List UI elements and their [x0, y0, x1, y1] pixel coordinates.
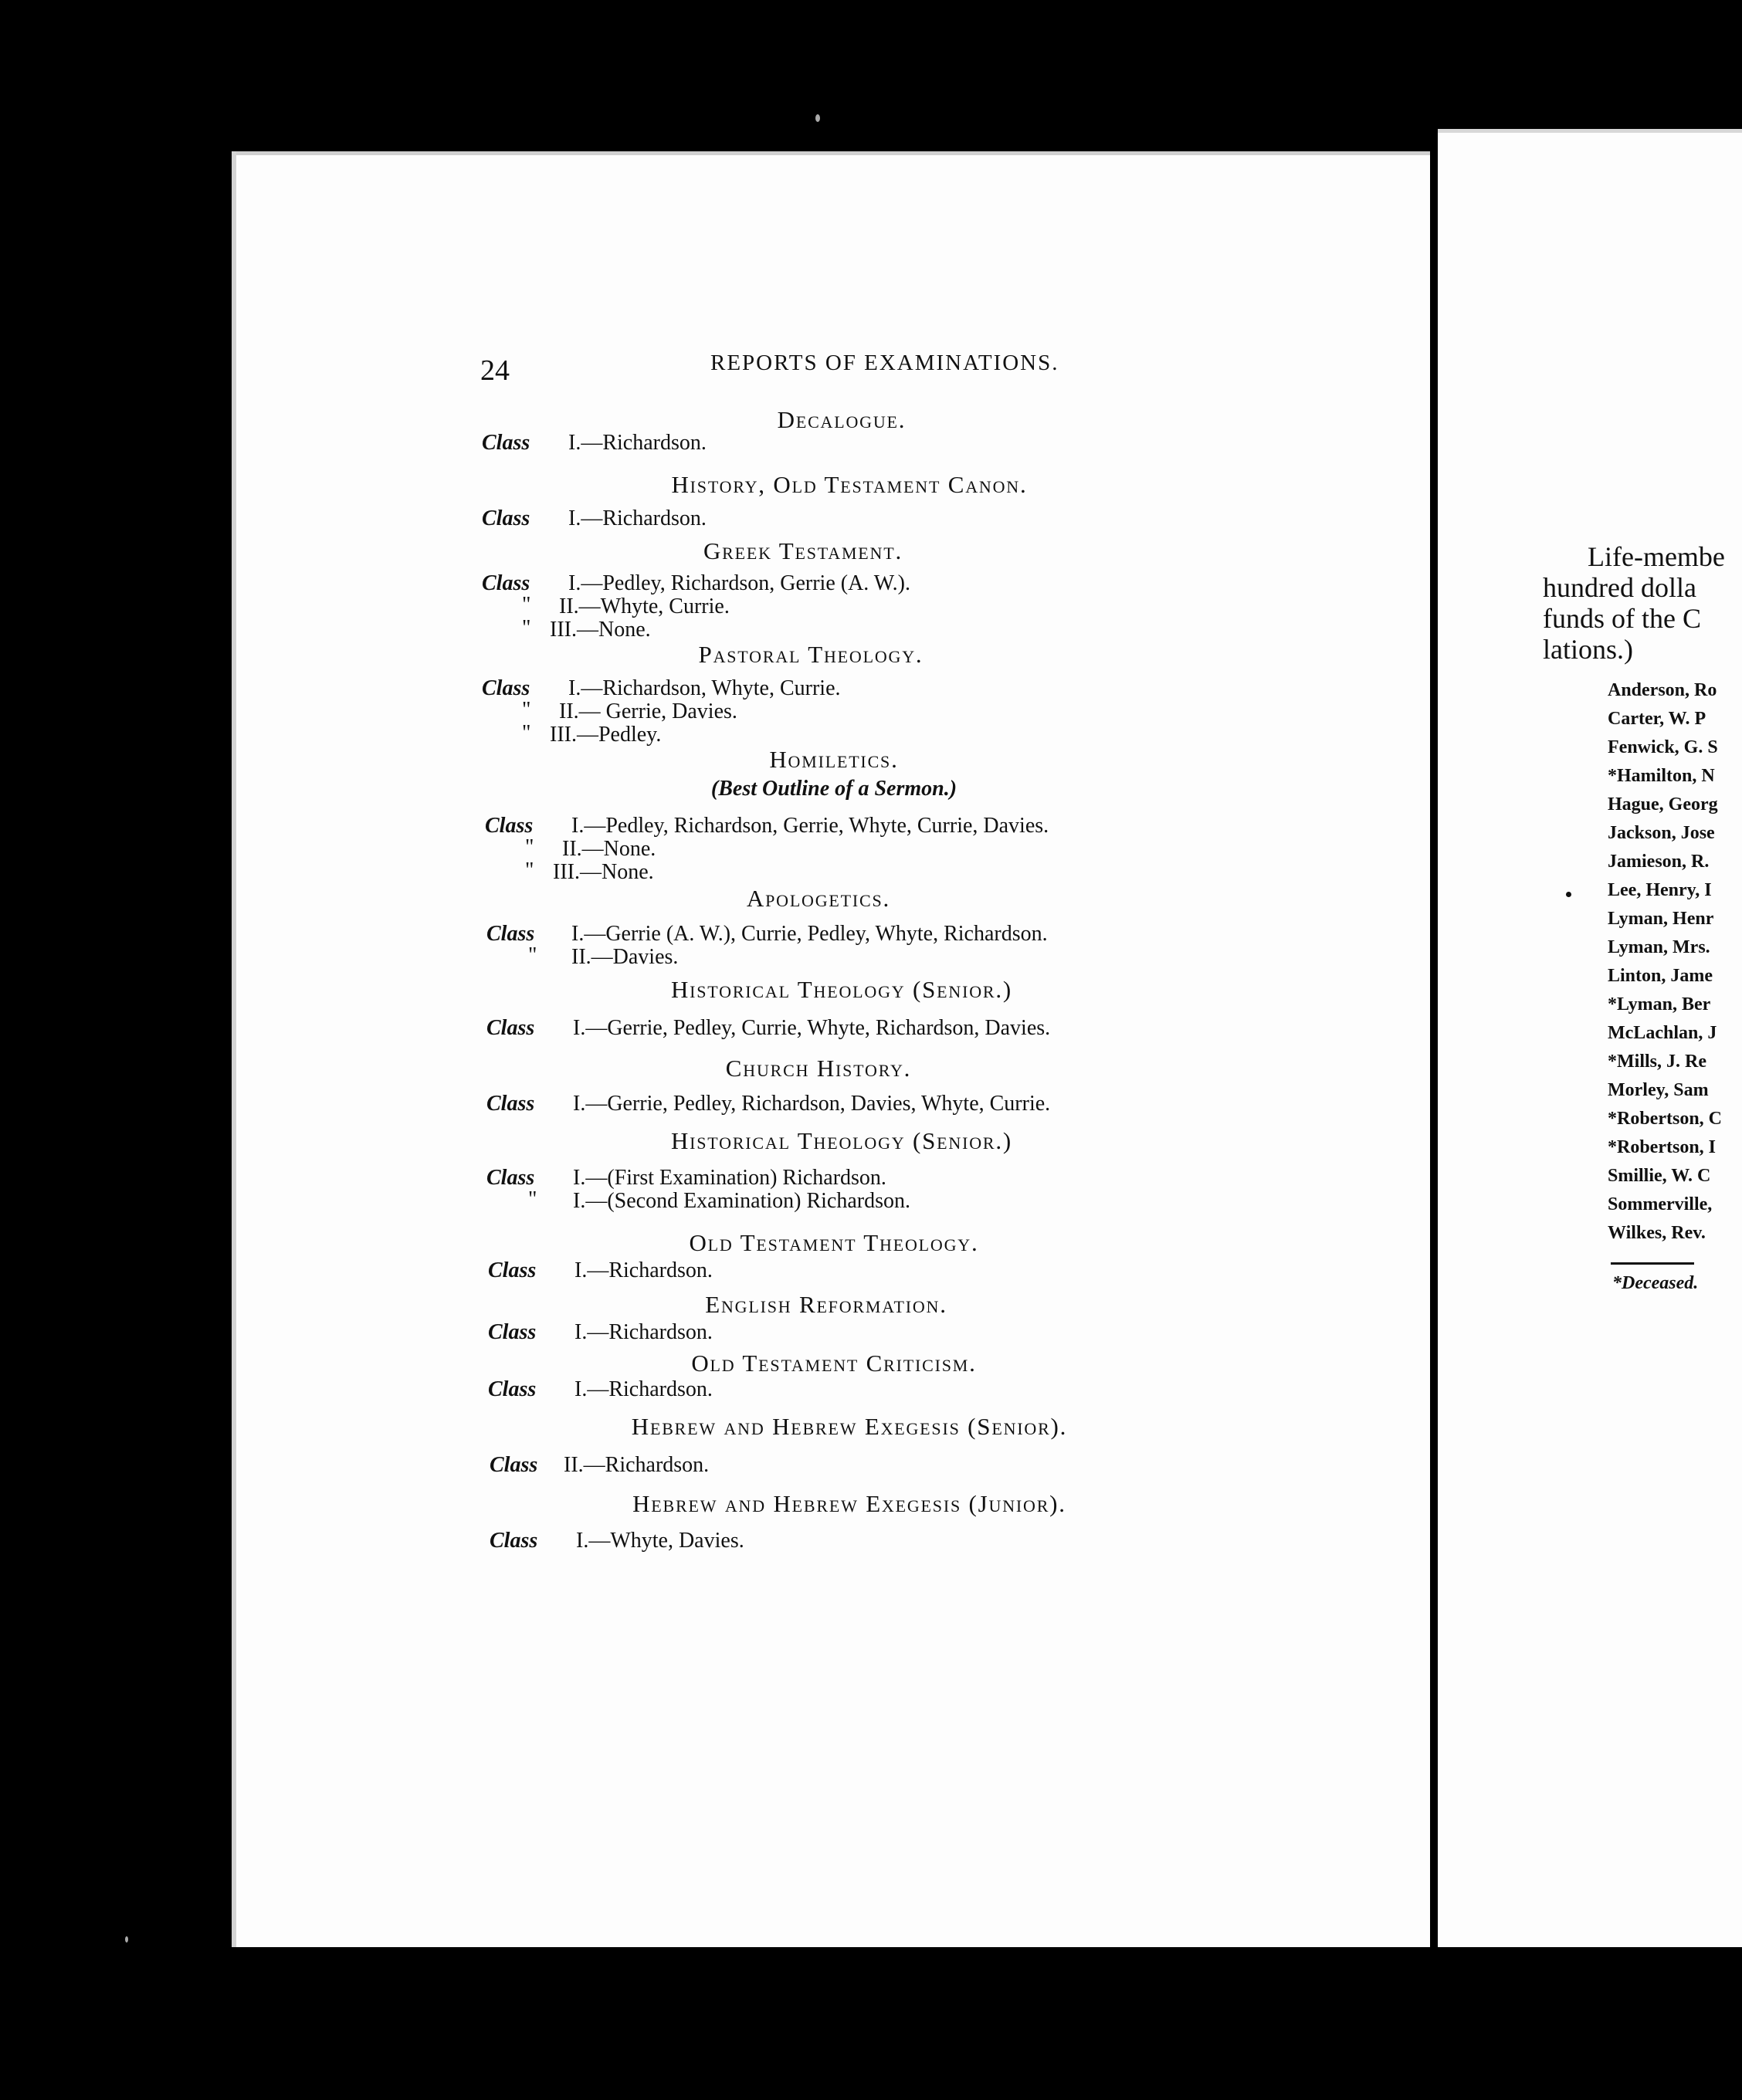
section-heading-ot-theology: Old Testament Theology.: [689, 1229, 979, 1256]
left-page: [232, 151, 1430, 1947]
intro-line: hundred dolla: [1543, 572, 1696, 603]
member-name: McLachlan, J: [1608, 1023, 1717, 1043]
class-label: Class: [488, 1258, 537, 1282]
member-name: *Mills, J. Re: [1608, 1052, 1706, 1072]
section-heading-greek-testament: Greek Testament.: [703, 537, 903, 564]
member-name: Jamieson, R.: [1608, 852, 1710, 872]
intro-line: funds of the C: [1543, 603, 1701, 634]
intro-line: Life-membe: [1588, 541, 1725, 572]
section-heading-english-reformation: English Reformation.: [705, 1291, 947, 1318]
class-label: Class: [482, 571, 530, 595]
class-label: Class: [482, 506, 530, 530]
section-heading-ot-criticism: Old Testament Criticism.: [691, 1350, 977, 1377]
member-name: Morley, Sam: [1608, 1080, 1709, 1100]
class-label: Class: [490, 1453, 538, 1477]
member-name: Smillie, W. C: [1608, 1166, 1711, 1186]
class-label: Class: [486, 1092, 535, 1116]
class-label: Class: [486, 1166, 535, 1190]
section-heading-historical-theology: Historical Theology (Senior.): [670, 1127, 1013, 1154]
running-head: REPORTS OF EXAMINATIONS.: [710, 351, 1059, 375]
class-result: I.—Richardson, Whyte, Currie.: [568, 676, 841, 700]
section-heading-hebrew-senior: Hebrew and Hebrew Exegesis (Senior).: [631, 1413, 1068, 1440]
class-result: I.—Richardson.: [574, 1258, 713, 1282]
member-name: *Robertson, C: [1608, 1109, 1722, 1129]
class-result: III.—None.: [553, 860, 654, 884]
section-heading-apologetics: Apologetics.: [746, 885, 891, 912]
class-result: III.—Pedley.: [550, 723, 662, 747]
class-result: I.—Gerrie (A. W.), Currie, Pedley, Whyte, Richardson.: [571, 922, 1048, 946]
ditto-mark: ": [525, 835, 534, 859]
class-label: Class: [488, 1377, 537, 1401]
right-page: [1438, 129, 1742, 1947]
ditto-mark: ": [522, 593, 531, 617]
member-name: Anderson, Ro: [1608, 680, 1717, 700]
section-heading-historical-theology: Historical Theology (Senior.): [670, 976, 1013, 1003]
class-label: Class: [482, 676, 530, 700]
class-result: I.—Richardson.: [568, 506, 707, 530]
section-heading-homiletics: Homiletics.: [769, 746, 899, 773]
footnote: *Deceased.: [1612, 1273, 1699, 1293]
class-result: I.—Pedley, Richardson, Gerrie (A. W.).: [568, 571, 910, 595]
class-result: II.—Whyte, Currie.: [559, 594, 730, 618]
ditto-mark: ": [525, 859, 534, 882]
bullet-mark: [1566, 892, 1571, 897]
ditto-mark: ": [522, 698, 531, 722]
footnote-rule: [1611, 1262, 1694, 1265]
class-result: II.— Gerrie, Davies.: [559, 699, 737, 723]
class-result: I.—Richardson.: [574, 1377, 713, 1401]
ditto-mark: ": [522, 721, 531, 745]
member-name: *Robertson, I: [1608, 1137, 1717, 1157]
member-name: Wilkes, Rev.: [1608, 1223, 1706, 1243]
member-name: Lyman, Henr: [1608, 909, 1714, 929]
class-result: III.—None.: [550, 618, 651, 642]
class-result: II.—None.: [562, 837, 656, 861]
member-name: Fenwick, G. S: [1608, 737, 1718, 757]
ditto-mark: ": [522, 616, 531, 640]
class-result: I.—(Second Examination) Richardson.: [573, 1189, 911, 1213]
section-heading-hebrew-junior: Hebrew and Hebrew Exegesis (Junior).: [632, 1490, 1066, 1517]
member-name: *Hamilton, N: [1608, 766, 1715, 786]
member-name: Linton, Jame: [1608, 966, 1713, 986]
class-result: I.—(First Examination) Richardson.: [573, 1166, 886, 1190]
class-label: Class: [486, 1016, 535, 1040]
class-result: I.—Richardson.: [568, 431, 707, 455]
class-result: I.—Pedley, Richardson, Gerrie, Whyte, Currie, Davies.: [571, 814, 1049, 838]
class-result: I.—Gerrie, Pedley, Richardson, Davies, Whyte, Currie.: [573, 1092, 1051, 1116]
scan-speck: [815, 114, 820, 122]
class-label: Class: [488, 1320, 537, 1344]
class-label: Class: [485, 814, 534, 838]
class-label: Class: [482, 431, 530, 455]
intro-line: lations.): [1543, 634, 1633, 665]
class-result: II.—Davies.: [571, 945, 679, 969]
member-name: *Lyman, Ber: [1608, 994, 1711, 1014]
class-result: I.—Gerrie, Pedley, Currie, Whyte, Richardson, Davies.: [573, 1016, 1051, 1040]
member-name: Jackson, Jose: [1608, 823, 1715, 843]
member-name: Lee, Henry, I: [1608, 880, 1712, 900]
member-name: Hague, Georg: [1608, 794, 1718, 815]
member-name: Lyman, Mrs.: [1608, 937, 1710, 957]
class-result: II.—Richardson.: [564, 1453, 710, 1477]
class-label: Class: [486, 922, 535, 946]
section-heading-ot-canon: History, Old Testament Canon.: [671, 471, 1028, 498]
member-name: Sommerville,: [1608, 1194, 1713, 1214]
ditto-mark: ": [528, 943, 537, 967]
class-result: I.—Whyte, Davies.: [576, 1529, 744, 1553]
member-name: Carter, W. P: [1608, 709, 1706, 729]
section-subheading: (Best Outline of a Sermon.): [710, 777, 957, 801]
class-result: I.—Richardson.: [574, 1320, 713, 1344]
scan-speck: [125, 1936, 128, 1942]
class-label: Class: [490, 1529, 538, 1553]
section-heading-decalogue: Decalogue.: [777, 406, 907, 433]
ditto-mark: ": [528, 1187, 537, 1211]
section-heading-church-history: Church History.: [725, 1055, 912, 1082]
page-number: 24: [480, 354, 510, 387]
section-heading-pastoral-theology: Pastoral Theology.: [698, 641, 924, 668]
